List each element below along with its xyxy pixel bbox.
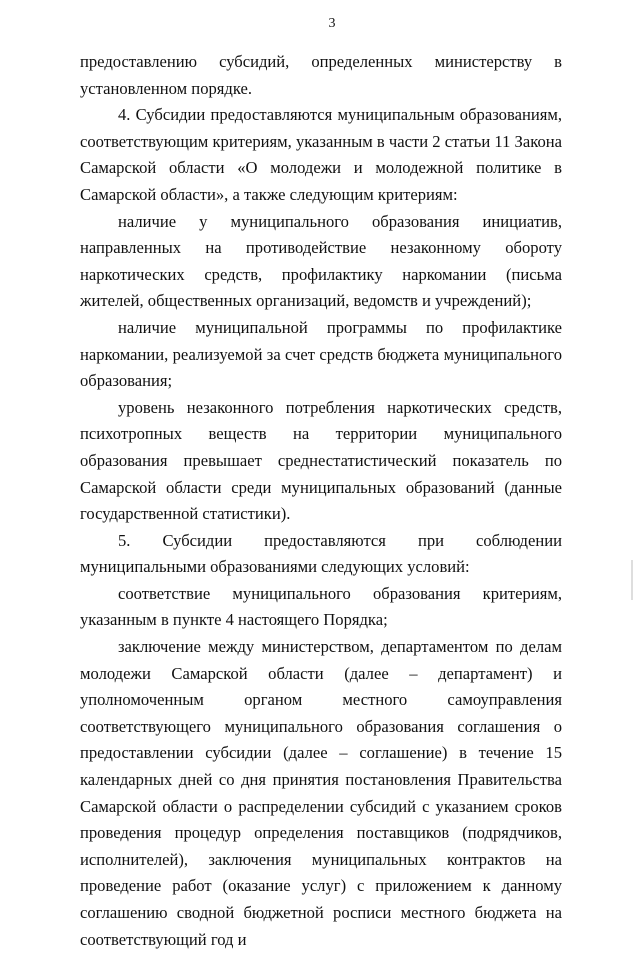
paragraph-item-5: 5. Субсидии предоставляются при соблюдении муниципальными образованиями следующих условий: [80,530,562,577]
scan-edge-mark [631,560,633,600]
paragraph-criterion-initiatives: наличие у муниципального образования инициатив, направленных на противодействие незаконному обороту наркотических средств, профилактику наркомании (письма жителей, общественных организаций, ведомств и учреждений); [80,211,562,311]
paragraph-condition-criteria: соответствие муниципального образования критериям, указанным в пункте 4 настоящего Порядка; [80,583,562,630]
paragraph-continuation: предоставлению субсидий, определенных министерству в установленном порядке. [80,52,562,98]
paragraph-criterion-consumption-level: уровень незаконного потребления наркотических средств, психотропных веществ на территории муниципального образования превышает среднестатистический показатель по Самарской области среди муниципальных образований (данные государственной статистики). [80,397,562,524]
paragraph-condition-agreement: заключение между министерством, департаментом по делам молодежи Самарской области (далее – департамент) и уполномоченным органом местного самоуправления соответствующего муниципального образования соглашения о предоставлении субсидии (далее – соглашение) в течение 15 календарных дней со дня принятия постановления Правительства Самарской области о распределении субсидий с указанием сроков проведения процедур определения поставщиков (подрядчиков, исполнителей), заключения муниципальных контрактов на проведение работ (оказание услуг) с приложением к данному соглашению сводной бюджетной росписи местного бюджета на соответствующий год и [80,637,562,949]
paragraph-item-4: 4. Субсидии предоставляются муниципальным образованиям, соответствующим критериям, указанным в части 2 статьи 11 Закона Самарской области «О молодежи и молодежной политике в Самарской области», а также следующим критериям: [80,105,562,204]
document-body [80,49,562,953]
paragraph-criterion-program: наличие муниципальной программы по профилактике наркомании, реализуемой за счет средств бюджета муниципального образования; [80,317,562,391]
page-number: 3 [328,16,336,31]
